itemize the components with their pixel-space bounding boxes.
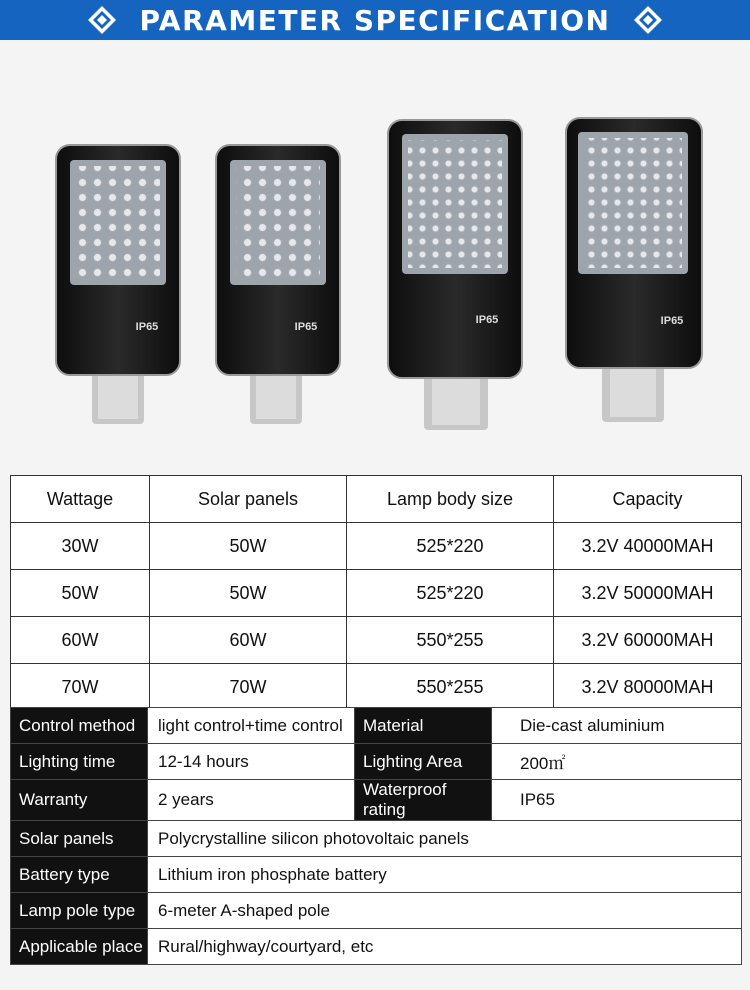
diamond-right-icon — [633, 5, 663, 35]
table-row — [11, 617, 742, 664]
header-lamp-body-size: Lamp body size — [347, 476, 554, 523]
info-row — [11, 744, 742, 780]
lamp-70w — [566, 118, 702, 422]
cell-solar: 60W — [150, 617, 347, 664]
lamp-50w — [216, 145, 340, 424]
cell-capacity: 3.2V 50000MAH — [554, 570, 742, 617]
cell-capacity: 3.2V 80000MAH — [554, 664, 742, 711]
page-title: PARAMETER SPECIFICATION — [139, 3, 611, 37]
cell-capacity: 3.2V 40000MAH — [554, 523, 742, 570]
cell-wattage: 50W — [11, 570, 150, 617]
header-capacity: Capacity — [554, 476, 742, 523]
waterproof-value: IP65 — [492, 780, 742, 821]
material-label: Material — [355, 708, 492, 744]
info-row — [11, 929, 742, 965]
diamond-left-icon — [87, 5, 117, 35]
control-method-label: Control method — [11, 708, 148, 744]
warranty-label: Warranty — [11, 780, 148, 821]
lamp-pole-type-value: 6-meter A-shaped pole — [148, 893, 742, 929]
battery-type-label: Battery type — [11, 857, 148, 893]
spec-table — [10, 475, 742, 711]
solar-panels-value: Polycrystalline silicon photovoltaic panels — [148, 821, 742, 857]
header-wattage: Wattage — [11, 476, 150, 523]
control-method-value: light control+time control — [148, 708, 355, 744]
cell-solar: 50W — [150, 523, 347, 570]
lamp-label: IP65 — [294, 321, 318, 333]
header-solar-panels: Solar panels — [150, 476, 347, 523]
info-row — [11, 857, 742, 893]
product-photo — [0, 40, 750, 470]
info-row — [11, 821, 742, 857]
table-row — [11, 570, 742, 617]
solar-panels-label: Solar panels — [11, 821, 148, 857]
cell-size: 550*255 — [347, 617, 554, 664]
table-row — [11, 523, 742, 570]
lamp-pole-type-label: Lamp pole type — [11, 893, 148, 929]
info-row — [11, 708, 742, 744]
cell-wattage: 60W — [11, 617, 150, 664]
battery-type-value: Lithium iron phosphate battery — [148, 857, 742, 893]
cell-solar: 70W — [150, 664, 347, 711]
cell-wattage: 70W — [11, 664, 150, 711]
info-row — [11, 780, 742, 821]
lamp-60w — [388, 120, 522, 430]
lamp-label: IP65 — [660, 315, 684, 327]
applicable-place-value: Rural/highway/courtyard, etc — [148, 929, 742, 965]
lighting-time-value: 12-14 hours — [148, 744, 355, 780]
table-header-row — [11, 476, 742, 523]
applicable-place-label: Applicable place — [11, 929, 148, 965]
waterproof-label: Waterproof rating — [355, 780, 492, 821]
lighting-area-value: 200㎡ — [492, 744, 742, 780]
info-row — [11, 893, 742, 929]
cell-size: 550*255 — [347, 664, 554, 711]
cell-size: 525*220 — [347, 570, 554, 617]
warranty-value: 2 years — [148, 780, 355, 821]
lamp-label: IP65 — [475, 314, 499, 326]
cell-size: 525*220 — [347, 523, 554, 570]
cell-wattage: 30W — [11, 523, 150, 570]
cell-solar: 50W — [150, 570, 347, 617]
title-banner — [0, 0, 750, 40]
lamp-30w — [56, 145, 180, 424]
info-table — [10, 707, 742, 965]
material-value: Die-cast aluminium — [492, 708, 742, 744]
lighting-time-label: Lighting time — [11, 744, 148, 780]
lighting-area-label: Lighting Area — [355, 744, 492, 780]
table-row — [11, 664, 742, 711]
lamp-label: IP65 — [135, 321, 159, 333]
cell-capacity: 3.2V 60000MAH — [554, 617, 742, 664]
